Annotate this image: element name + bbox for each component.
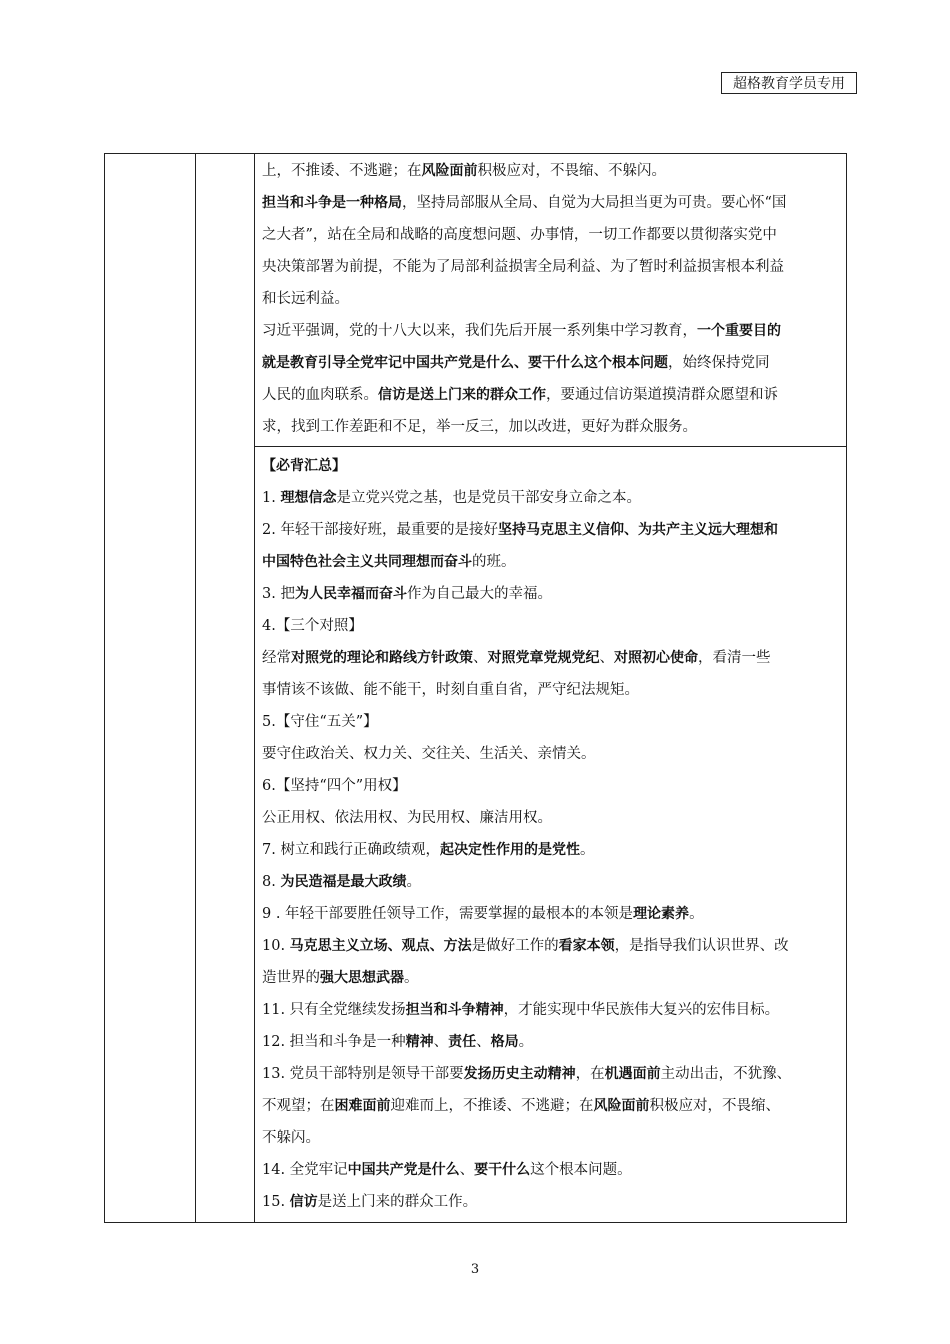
text-segment: 。 — [404, 970, 419, 986]
bold-segment: 对照党章党规党纪 — [487, 650, 600, 666]
text-segment: 主动出击，不犹豫、 — [660, 1066, 792, 1082]
row-divider — [254, 446, 846, 447]
bold-segment: 发扬历史主动精神 — [463, 1066, 576, 1082]
text-line — [262, 187, 842, 219]
text-segment: 人民的血肉联系。 — [262, 387, 378, 403]
text-segment: 是送上门来的群众工作。 — [317, 1194, 478, 1210]
text-segment: ，看清一些 — [698, 650, 771, 666]
text-segment: 5.【守住“五关”】 — [262, 714, 378, 730]
bold-segment: 理想信念 — [280, 490, 337, 506]
text-segment: 3. 把 — [262, 586, 295, 602]
bold-segment: 精神 — [405, 1034, 434, 1050]
bold-segment: 就是教育引导全党牢记中国共产党是什么、要干什么这个根本问题 — [262, 355, 668, 371]
text-line — [262, 578, 842, 610]
column-divider-1 — [195, 154, 196, 1222]
bold-segment: 机遇面前 — [604, 1066, 661, 1082]
text-line — [262, 379, 842, 411]
text-line — [262, 802, 842, 834]
text-segment: 4.【三个对照】 — [262, 618, 363, 634]
text-segment: 不躲闪。 — [262, 1130, 320, 1146]
text-segment: 要守住政治关、权力关、交往关、生活关、亲情关。 — [262, 746, 596, 762]
text-segment: 、 — [459, 1162, 475, 1178]
column-divider-2 — [254, 154, 255, 1222]
page-number: 3 — [470, 1262, 480, 1277]
text-segment: 1. — [262, 490, 281, 506]
text-segment: 。 — [689, 906, 704, 922]
text-line — [262, 610, 842, 642]
bold-segment: 信访 — [289, 1194, 318, 1210]
text-line — [262, 770, 842, 802]
bold-segment: 【必背汇总】 — [262, 458, 346, 474]
text-line — [262, 283, 842, 315]
text-segment: 不观望；在 — [262, 1098, 335, 1114]
text-segment: 公正用权、依法用权、为民用权、廉洁用权。 — [262, 810, 552, 826]
bold-segment: 理论素养 — [633, 906, 690, 922]
bold-segment: 困难面前 — [334, 1098, 391, 1114]
text-line — [262, 706, 842, 738]
text-segment: 6.【坚持“四个”用权】 — [262, 778, 407, 794]
text-segment: 10. — [262, 938, 290, 954]
text-line — [262, 642, 842, 674]
text-line — [262, 898, 842, 930]
bold-segment: 看家本领 — [558, 938, 615, 954]
bold-segment: 中国共产党是什么 — [347, 1162, 460, 1178]
bold-segment: 起决定性作用的是党性 — [439, 842, 580, 858]
header-tag: 超格教育学员专用 — [721, 72, 857, 94]
text-line — [262, 1186, 842, 1218]
bold-segment: 要干什么 — [474, 1162, 531, 1178]
text-segment: 11. 只有全党继续发扬 — [262, 1002, 406, 1018]
bold-segment: 信访是送上门来的群众工作 — [378, 387, 546, 403]
text-segment: 是立党兴党之基，也是党员干部安身立命之本。 — [336, 490, 641, 506]
text-line — [262, 251, 842, 283]
text-line — [262, 930, 842, 962]
bold-segment: 担当和斗争是一种格局 — [262, 195, 402, 211]
text-segment: 上，不推诿、不逃避；在 — [262, 163, 422, 179]
bold-segment: 坚持马克思主义信仰、为共产主义远大理想和 — [497, 522, 778, 538]
bold-segment: 对照党的理论和路线方针政策 — [291, 650, 473, 666]
text-segment: 14. 全党牢记 — [262, 1162, 348, 1178]
text-segment: 积极应对，不畏缩、不躲闪。 — [477, 163, 666, 179]
text-segment: ，在 — [575, 1066, 605, 1082]
text-segment: ，坚持局部服从全局、自觉为大局担当更为可贵。要心怀“国 — [402, 195, 787, 211]
text-segment: 事情该不该做、能不能干，时刻自重自省，严守纪法规矩。 — [262, 682, 639, 698]
bold-segment: 中国特色社会主义共同理想而奋斗 — [262, 554, 472, 570]
text-line — [262, 674, 842, 706]
bold-segment: 担当和斗争精神 — [405, 1002, 504, 1018]
text-segment: 。 — [579, 842, 595, 858]
text-segment: 15. — [262, 1194, 290, 1210]
bold-segment: 风险面前 — [593, 1098, 650, 1114]
text-line — [262, 1154, 842, 1186]
text-line — [262, 1026, 842, 1058]
text-segment: 、 — [599, 650, 614, 666]
bold-segment: 对照初心使命 — [614, 650, 698, 666]
text-line — [262, 834, 842, 866]
text-segment: 、 — [473, 650, 488, 666]
text-line — [262, 347, 842, 379]
bold-segment: 马克思主义立场、观点、方法 — [289, 938, 472, 954]
text-segment: 这个根本问题。 — [530, 1162, 632, 1178]
text-segment: 作为自己最大的幸福。 — [406, 586, 552, 602]
text-segment: 。 — [518, 1034, 534, 1050]
bold-segment: 强大思想武器 — [320, 970, 404, 986]
upper-cell-text — [262, 155, 842, 443]
text-segment: 。 — [406, 874, 421, 890]
text-line — [262, 219, 842, 251]
text-segment: 13. 党员干部特别是领导干部要 — [262, 1066, 464, 1082]
text-segment: 的班。 — [472, 554, 516, 570]
text-segment: ，始终保持党同 — [668, 355, 770, 371]
text-segment: ，是指导我们认识世界、改 — [614, 938, 789, 954]
text-segment: 央决策部署为前提，不能为了局部利益损害全局利益、为了暂时利益损害根本利益 — [262, 259, 784, 275]
text-segment: 、 — [476, 1034, 491, 1050]
text-line — [262, 1122, 842, 1154]
text-line — [262, 546, 842, 578]
text-line — [262, 1058, 842, 1090]
bold-segment: 风险面前 — [421, 163, 478, 179]
text-segment: 造世界的 — [262, 970, 320, 986]
text-segment: 之大者”，站在全局和战略的高度想问题、办事情，一切工作都要以贯彻落实党中 — [262, 227, 777, 243]
text-segment: ，要通过信访渠道摸清群众愿望和诉 — [546, 387, 778, 403]
text-segment: 经常 — [262, 650, 291, 666]
text-line — [262, 866, 842, 898]
text-line — [262, 738, 842, 770]
summary-cell-text — [262, 450, 842, 1218]
text-line — [262, 514, 842, 546]
text-segment: 、 — [433, 1034, 449, 1050]
text-segment: 和长远利益。 — [262, 291, 349, 307]
text-segment: 9 . 年轻干部要胜任领导工作，需要掌握的最根本的本领是 — [262, 906, 634, 922]
text-segment: 积极应对，不畏缩、 — [649, 1098, 780, 1114]
text-line — [262, 155, 842, 187]
text-segment: 7. 树立和践行正确政绩观， — [262, 842, 440, 858]
text-segment: 2. 年轻干部接好班，最重要的是接好 — [262, 522, 498, 538]
text-line — [262, 482, 842, 514]
text-segment: ，才能实现中华民族伟大复兴的宏伟目标。 — [503, 1002, 780, 1018]
bold-segment: 为民造福是最大政绩 — [280, 874, 407, 890]
text-line — [262, 450, 842, 482]
text-segment: 12. 担当和斗争是一种 — [262, 1034, 406, 1050]
text-segment: 8. — [262, 874, 281, 890]
text-line — [262, 994, 842, 1026]
text-segment: 习近平强调，党的十八大以来，我们先后开展一系列集中学习教育， — [262, 323, 697, 339]
text-segment: 迎难而上，不推诿、不逃避；在 — [390, 1098, 594, 1114]
text-line — [262, 962, 842, 994]
text-line — [262, 315, 842, 347]
text-segment: 求，找到工作差距和不足，举一反三，加以改进，更好为群众服务。 — [262, 419, 697, 435]
content-table — [104, 153, 847, 1223]
bold-segment: 责任 — [448, 1034, 477, 1050]
bold-segment: 格局 — [490, 1034, 519, 1050]
text-line — [262, 411, 842, 443]
text-segment: 是做好工作的 — [471, 938, 559, 954]
text-line — [262, 1090, 842, 1122]
bold-segment: 一个重要目的 — [697, 323, 781, 339]
bold-segment: 为人民幸福而奋斗 — [294, 586, 407, 602]
